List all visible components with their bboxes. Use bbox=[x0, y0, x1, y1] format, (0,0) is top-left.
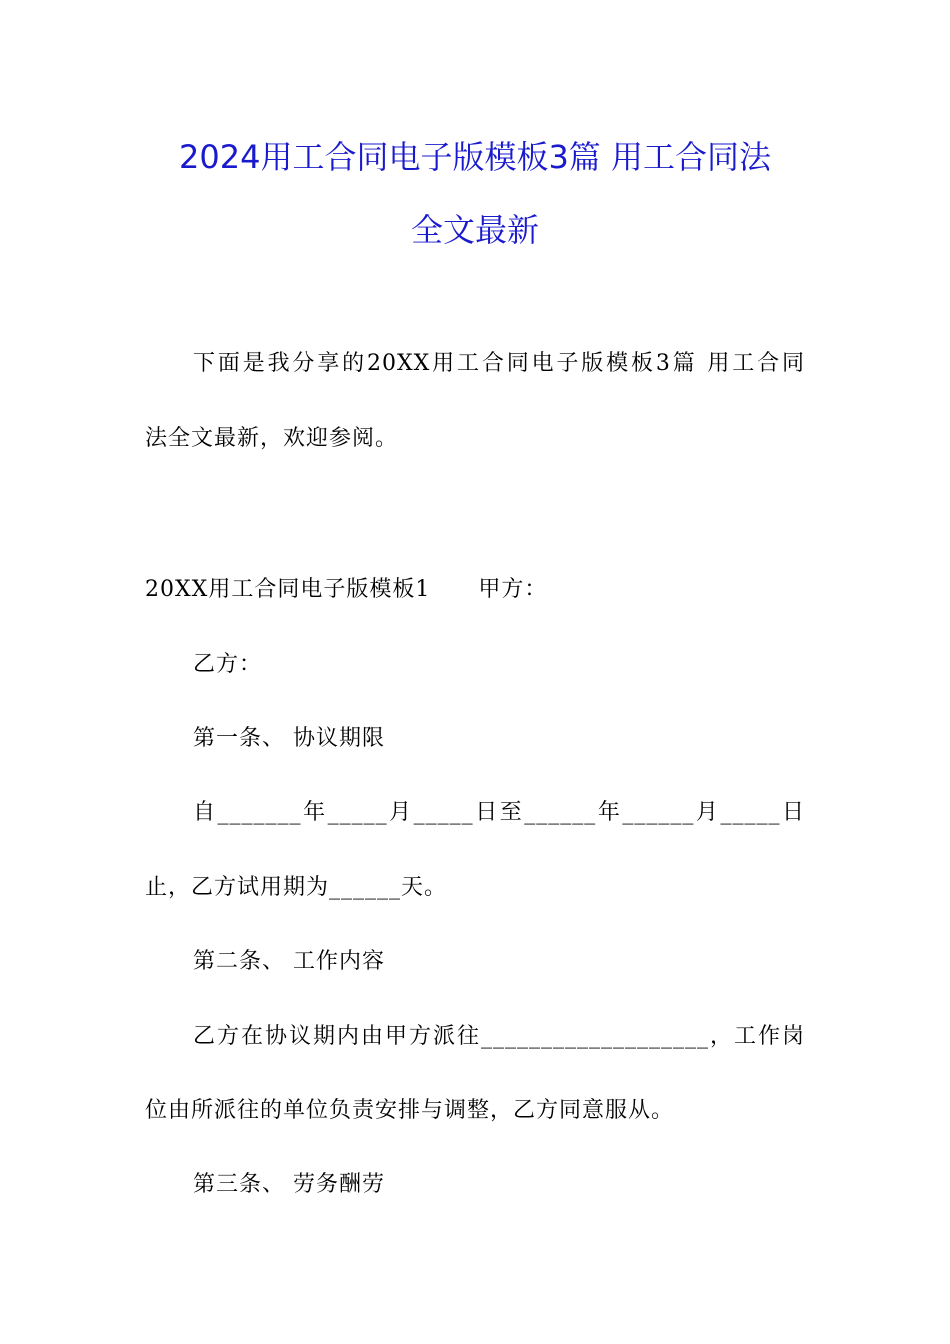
section-heading-row bbox=[145, 572, 547, 603]
article-1-title: 第一条、 协议期限 bbox=[193, 726, 385, 751]
article-1-line-2: 止，乙方试用期为______天。 bbox=[145, 875, 448, 900]
article-1-line-1: 自_______年_____月_____日至______年______月_____日 bbox=[193, 800, 805, 825]
party-a-label: 甲方： bbox=[478, 577, 548, 602]
document-title-line-1: 2024用工合同电子版模板3篇 用工合同法 bbox=[179, 138, 771, 176]
article-3-title: 第三条、 劳务酬劳 bbox=[193, 1172, 385, 1197]
intro-line-1: 下面是我分享的20XX用工合同电子版模板3篇 用工合同 bbox=[193, 351, 805, 376]
article-2-title: 第二条、 工作内容 bbox=[193, 949, 385, 974]
document-title-line-2: 全文最新 bbox=[410, 211, 539, 249]
intro-line-2: 法全文最新，欢迎参阅。 bbox=[145, 426, 399, 451]
article-2-line-2: 位由所派往的单位负责安排与调整，乙方同意服从。 bbox=[145, 1098, 675, 1123]
section-heading: 20XX用工合同电子版模板1 bbox=[145, 577, 431, 602]
party-b-label: 乙方： bbox=[193, 652, 263, 677]
article-2-line-1: 乙方在协议期内由甲方派往___________________，工作岗 bbox=[193, 1024, 805, 1049]
